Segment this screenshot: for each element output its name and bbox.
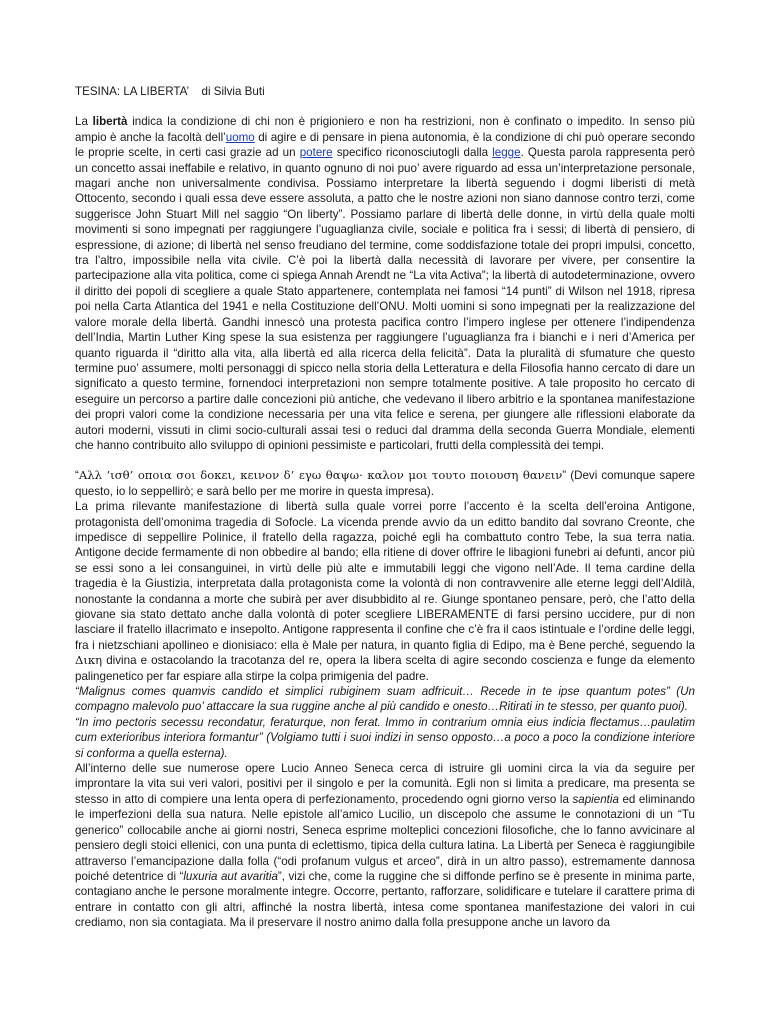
document-title: TESINA: LA LIBERTA’ di Silvia Buti (75, 85, 265, 98)
paragraph-greek-quote (75, 468, 695, 499)
text-run: indica la condizione di chi non è prigioniero e non ha restrizioni, non è confinato o impedito. In senso più ampio è anche la facoltà dell’ (75, 115, 695, 144)
text-run: “ (75, 469, 79, 483)
text-run: La prima rilevante manifestazione di libertà sulla quale vorrei porre l’accento è la scelta dell’eroina Antigone, protagonista dell’omonima tragedia di Sofocle. La vicenda prende avvio da un editto bandito dal sovrano Creonte, che impedisce di seppellire Polinice, il fratello della ragazza, poiché egli ha combattuto contro Tebe, la sua terra natia. Antigone decide fermamente di non obbedire al bando; ella ritiene di dover offrire le libagioni funebri ai defunti, ancor più se essi sono a lei consanguinei, in virtù delle più alte e immutabili leggi che vigono nell’Ade. Il tema cardine della tragedia è la Giustizia, interpretata dalla protagonista come la volontà di non contravvenire alle eterne leggi dell’Aldilà, nonostante la condanna a morte che subirà per aver disubbidito al re. Giunge spontaneo pensare, però, che l’atto della giovane sia stato dettato anche dalla volontà di poter scegliere LIBERAMENTE di farsi persino uccidere, pur di non lasciare il fratello illacrimato e insepolto. Antigone rappresenta il confine che c’è fra il caos istintuale e l’ordine delle leggi, fra i nietzschiani apollineo e dionisiaco: ella è Male per natura, in quanto figlia di Edipo, ma è Bene perché, seguendo la (75, 500, 695, 652)
paragraph-antigone (75, 499, 695, 684)
text-run: ” (Devi comunque sapere questo, io lo seppellirò; e sarà bello per me morire in questa impresa). (75, 469, 696, 498)
paragraph-definition (75, 114, 695, 453)
document-page (75, 84, 695, 931)
text-run: divina e ostacolando la tracotanza del re, opera la libera scelta di agire secondo coscienza e funge da elemento palingenetico per far espiare alla stirpe la colpa primigenia del padre. (75, 654, 695, 683)
text-run: di agire e di pensare in piena autonomia, è la condizione di chi può operare secondo le proprie scelte, in certi casi grazie ad un (75, 130, 695, 160)
paragraph-spacer (75, 453, 695, 468)
paragraph-seneca (75, 761, 695, 930)
text-run: All’interno delle sue numerose opere Lucio Anneo Seneca cerca di istruire gli uomini circa la via da seguire per improntare la vita sui veri valori, positivi per il singolo e per la comunità. Egli non si limita a predicare, ma presenta se stesso in atto di compiere una lenta opera di perfezionamento, procedendo ogni giorno verso la (75, 762, 695, 806)
greek-word-dike: Δικη (75, 653, 103, 668)
latin-quote: “Malignus comes quamvis candido et simplici rubiginem suam adfricuit… Recede in te ipse quantum potes” (Un compagno malevolo puo’ attaccare la sua ruggine anche al più candido e onesto…Ritirati in te stesso, per quanto puoi). (75, 685, 695, 714)
italic-term-luxuria: luxuria aut avaritia (183, 869, 278, 883)
text-run: specifico riconosciutogli dalla (332, 146, 493, 160)
link-legge[interactable]: legge (492, 146, 521, 160)
text-run: . Questa parola rappresenta però un concetto assai ineffabile e relativo, in quanto ognuno di noi puo’ avere riguardo ad essa un’interpretazione personale, magari anche non universalmente condivisa. Possiamo interpretare la libertà seguendo i dogmi liberisti di metà Ottocento, secondo i quali essa deve essere assoluta, a patto che le nostre azioni non siano dannose contro terzi, come suggerisce John Stuart Mill nel saggio “On liberty”. Possiamo parlare di libertà delle donne, in virtù della quale molti movimenti si sono impegnati per raggiungere l’uguaglianza civile, sociale e politica fra i sessi; di libertà di pensiero, di espressione, di azione; di libertà nel senso freudiano del termine, come soddisfazione totale dei propri impulsi, concetto, tra l’altro, impossibile nella vita civile. C’è poi la libertà dalla necessità di lavorare per vivere, per consentire la partecipazione alla vita politica, come ci spiega Annah Arendt ne “La vita Activa”; la libertà di autodeterminazione, ovvero il diritto dei popoli di scegliere a quale Stato appartenere, contemplata nei famosi “14 punti” di Wilson nel 1918, ripresa poi nella Carta Atlantica del 1941 e nella Costituzione dell’ONU. Molti uomini si sono impegnati per la realizzazione del valore morale della libertà. Gandhi innescò una protesta pacifica contro l’impero inglese per ottenere l’indipendenza dell’India, Martin Luther King spese la sua esistenza per raggiungere l’uguaglianza fra i bianchi e i neri d’America per quanto riguarda il “diritto alla vita, alla libertà ed alla ricerca della felicità”. Data la pluralità di sfumature che questo termine puo’ assumere, molti personaggi di spicco nella storia della Letteratura e della Filosofia hanno cercato di dare un significato a questo termine, fornendoci interpretazioni non sempre totalmente positive. A tale proposito ho cercato di eseguire un percorso a partire dalle concezioni più antiche, che vedevano il libero arbitrio e la spontanea manifestazione dei propri valori come la condizione necessaria per una vita felice e serena, per giungere alle riflessioni elaborate da autori moderni, vissuti in climi socio-culturali assai tesi o reduci dal dramma della seconda Guerra Mondiale, elementi che hanno contribuito allo sviluppo di opinioni pessimiste e particolari, frutti della complessità dei tempi. (75, 146, 695, 452)
paragraph-latin-quote-2 (75, 715, 695, 761)
latin-quote: “In imo pectoris secessu recondatur, feraturque, non ferat. Immo in contrarium omnia eius indicia flectamus…paulatim cum exterioribus interiora formantur” (Volgiamo tutti i suoi indizi in senso opposto…a poco a poco la condizione interiore si conforma a quella esterna). (75, 715, 695, 760)
link-potere[interactable]: potere (299, 146, 333, 160)
greek-quote: Αλλ ’ισθ’ οποια σοι δοκει, κεινον δ’ εγω θαψω· καλον μοι τουτο ποιουση θανειν (78, 468, 563, 483)
bold-term-liberta: libertà (92, 115, 128, 129)
link-uomo[interactable]: uomo (225, 130, 255, 144)
text-run: La (75, 115, 93, 129)
italic-term-sapientia: sapientia (572, 792, 619, 806)
text-run: ed eliminando le imperfezioni della sua natura. Nelle epistole all’amico Lucilio, un discepolo che assume le connotazioni di un “Tu generico” collocabile anche ai giorni nostri, Seneca esprime molteplici concezioni filosofiche, che lo fanno avvicinare al pensiero degli stoici ellenici, con una punta di eclettismo, tipica della cultura latina. La Libertà per Seneca è raggiungibile attraverso l’emancipazione dalla folla (“odi profanum vulgus et arceo”, dirà in un altro passo), estremamente dannosa poiché detentrice di “ (75, 792, 695, 883)
paragraph-latin-quote-1 (75, 684, 695, 715)
text-run: ”, vizi che, come la ruggine che si diffonde perfino se è presente in minima parte, contagiano anche le persone moralmente integre. Occorre, pertanto, rafforzare, solidificare e tutelare il carattere prima di entrare in contatto con gli altri, affinché la nostra libertà, intesa come spontanea manifestazione dei valori in cui crediamo, non sia contagiata. Ma il preservare il nostro animo dalla folla presuppone anche un lavoro da (75, 869, 695, 930)
